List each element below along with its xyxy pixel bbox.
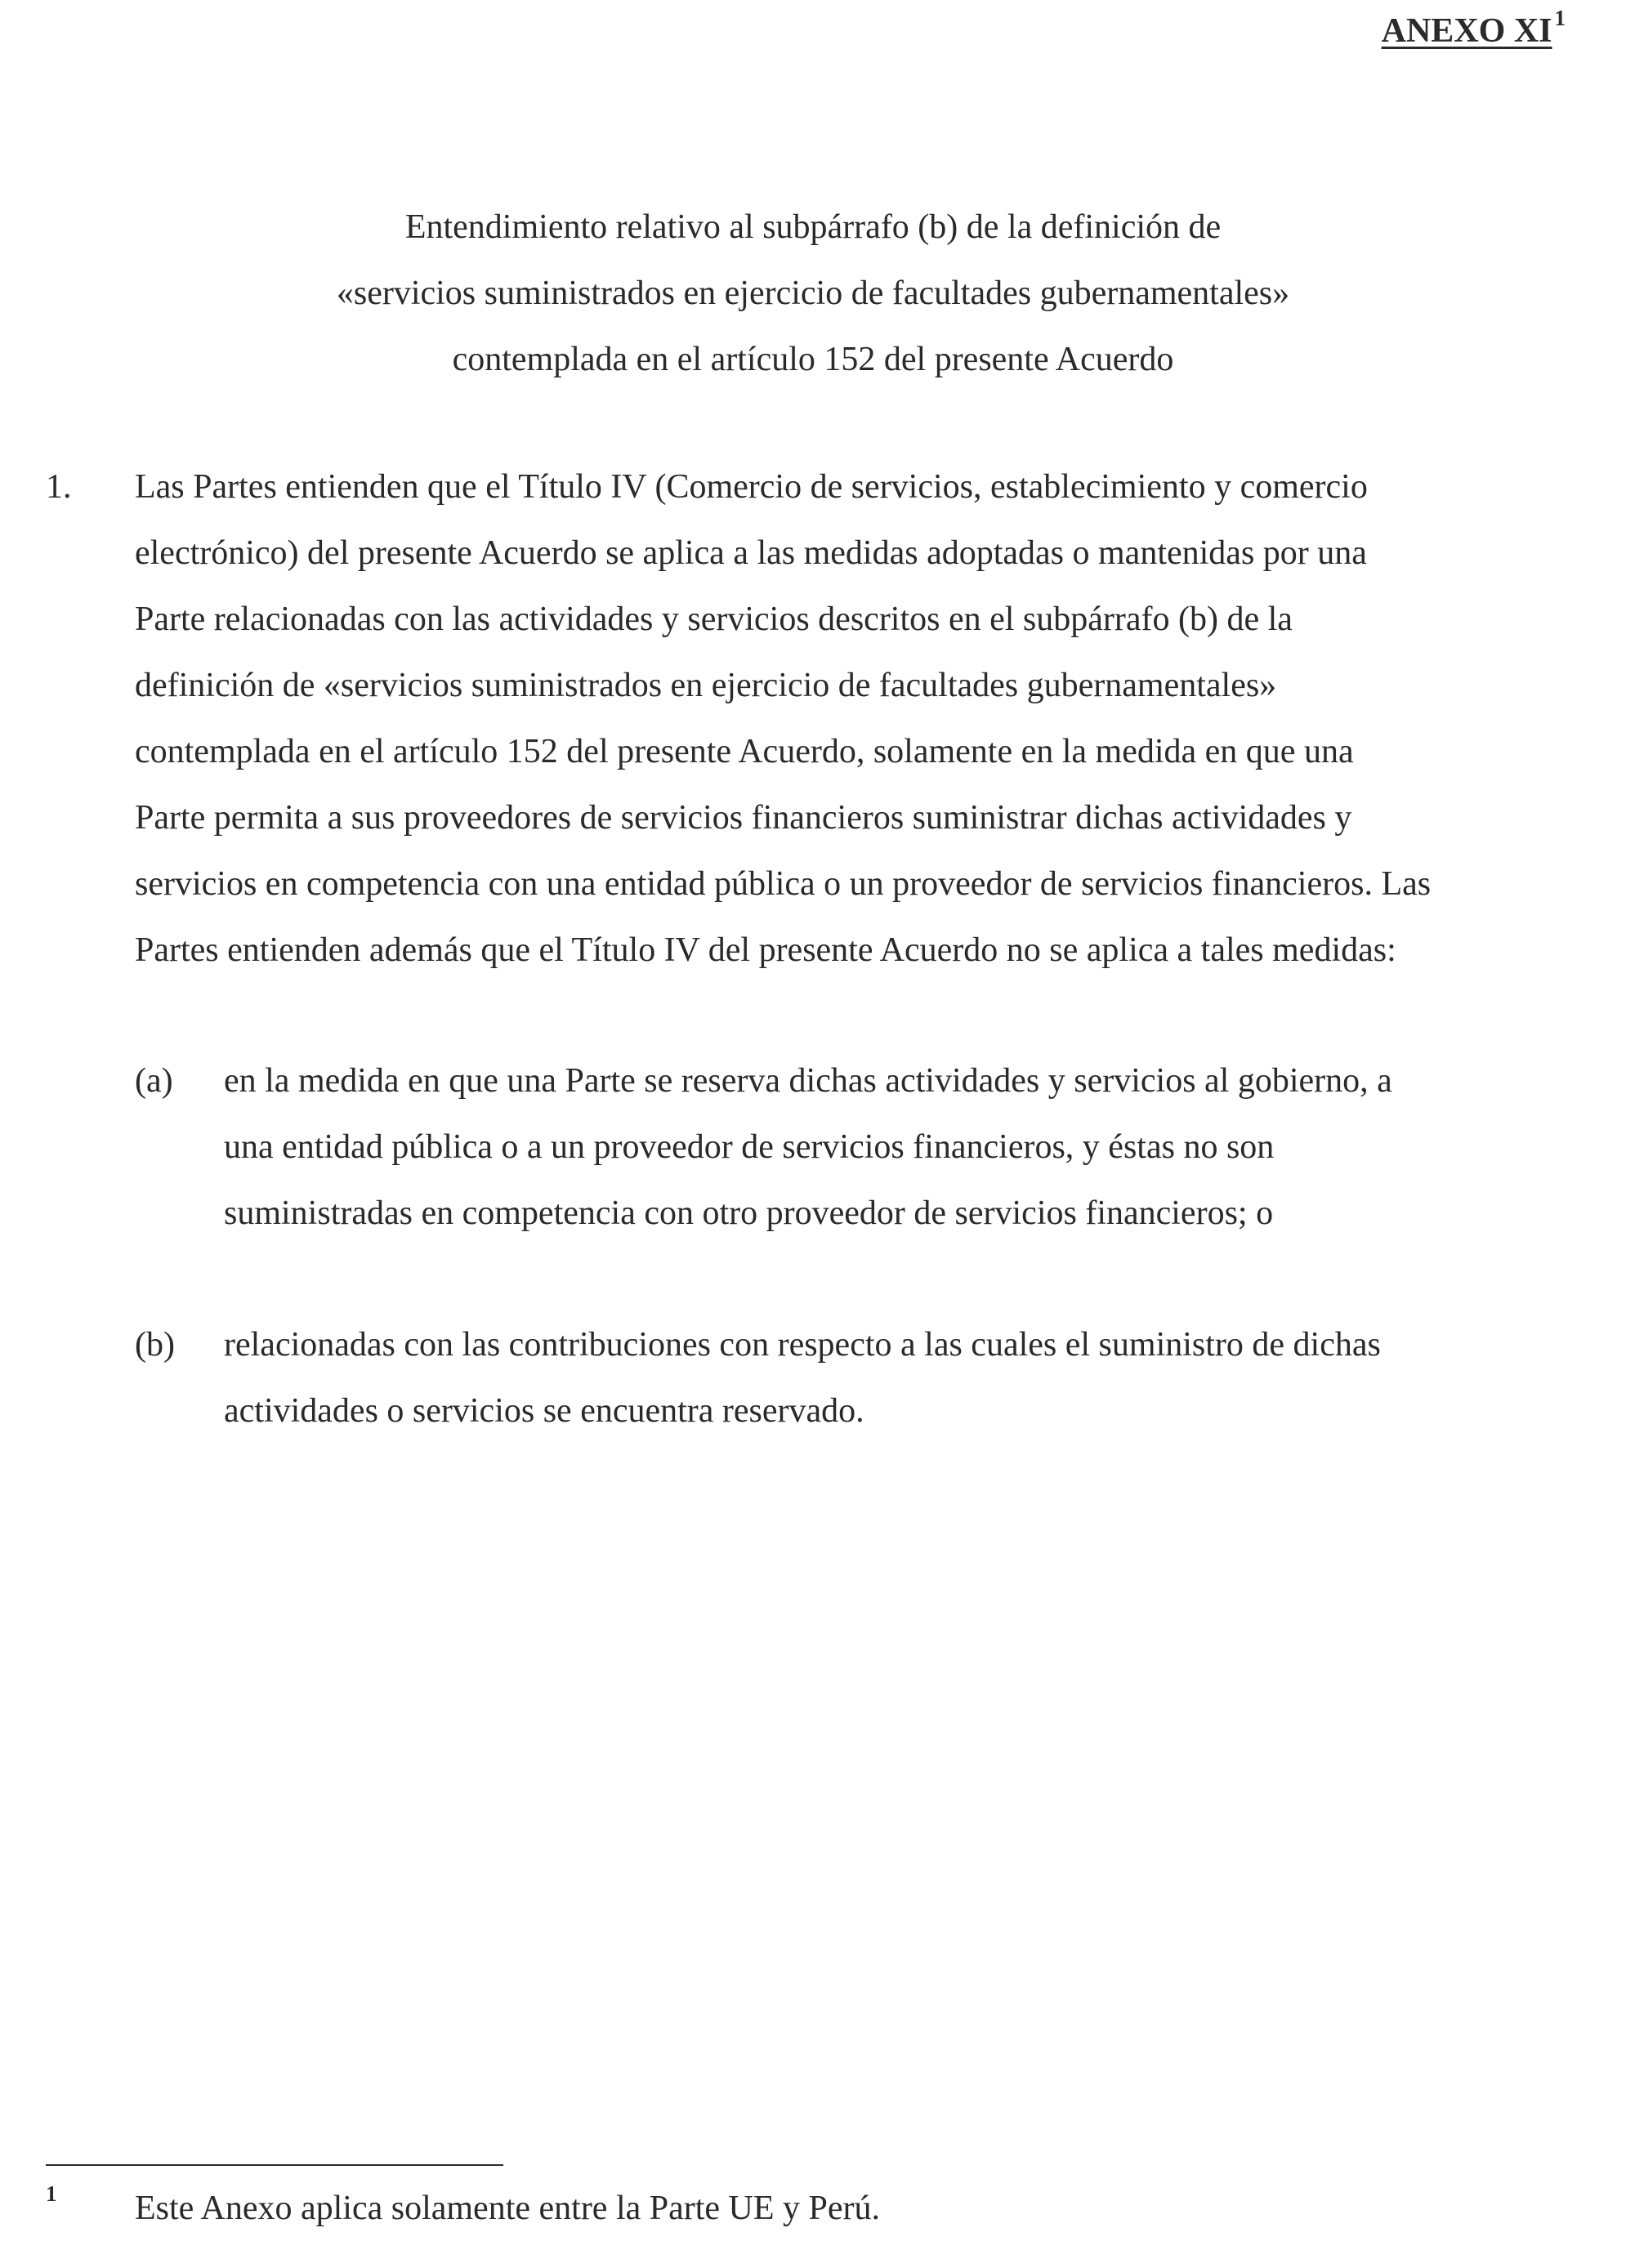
list-item-body	[224, 1048, 1597, 1247]
subject-title-line: contemplada en el artículo 152 del presente Acuerdo	[452, 341, 1174, 378]
footnote-text: Este Anexo aplica solamente entre la Parte UE y Perú.	[135, 2190, 881, 2227]
paragraph-number: 1.	[46, 468, 72, 506]
subject-title-line: Entendimiento relativo al subpárrafo (b) de la definición de	[404, 208, 1222, 246]
list-item-label: (a)	[135, 1062, 173, 1100]
list-item-line: actividades o servicios se encuentra reservado.	[224, 1392, 864, 1430]
subject-title	[0, 194, 1626, 393]
annex-title: ANEXO XI	[1381, 12, 1552, 50]
paragraph-line: Partes entienden además que el Título IV del presente Acuerdo no se aplica a tales medidas:	[135, 931, 1396, 969]
footnote-reference: 1	[1554, 6, 1566, 30]
footnote	[46, 2180, 1582, 2237]
paragraph-line: Parte relacionadas con las actividades y servicios descritos en el subpárrafo (b) de la	[135, 600, 1293, 638]
list-item-a	[0, 1048, 1626, 1252]
paragraph-line: Las Partes entienden que el Título IV (Comercio de servicios, establecimiento y comercio	[135, 468, 1368, 506]
list-item-line: en la medida en que una Parte se reserva dichas actividades y servicios al gobierno, a	[224, 1062, 1392, 1100]
paragraph-line: electrónico) del presente Acuerdo se aplica a las medidas adoptadas o mantenidas por una	[135, 534, 1367, 572]
list-item-b	[0, 1312, 1626, 1451]
paragraph-line: servicios en competencia con una entidad pública o un proveedor de servicios financieros. Las	[135, 865, 1432, 903]
list-item-line: suministradas en competencia con otro proveedor de servicios financieros; o	[224, 1194, 1274, 1232]
list-item-line: relacionadas con las contribuciones con respecto a las cuales el suministro de dichas	[224, 1326, 1381, 1364]
footnote-mark: 1	[46, 2181, 57, 2206]
paragraph-line: Parte permita a sus proveedores de servicios financieros suministrar dichas actividades y	[135, 799, 1352, 837]
paragraph-line: contemplada en el artículo 152 del presente Acuerdo, solamente en la medida en que una	[135, 733, 1354, 770]
list-item-line: una entidad pública o a un proveedor de servicios financieros, y éstas no son	[224, 1128, 1275, 1166]
paragraph-1	[0, 454, 1626, 993]
annex-heading	[1382, 5, 1566, 51]
footnote-separator	[46, 2164, 503, 2166]
paragraph-body	[135, 454, 1589, 984]
list-item-label: (b)	[135, 1326, 175, 1364]
subject-title-line: «servicios suministrados en ejercicio de facultades gubernamentales»	[336, 275, 1290, 312]
paragraph-line: definición de «servicios suministrados en ejercicio de facultades gubernamentales»	[135, 667, 1277, 704]
list-item-body	[224, 1312, 1597, 1444]
